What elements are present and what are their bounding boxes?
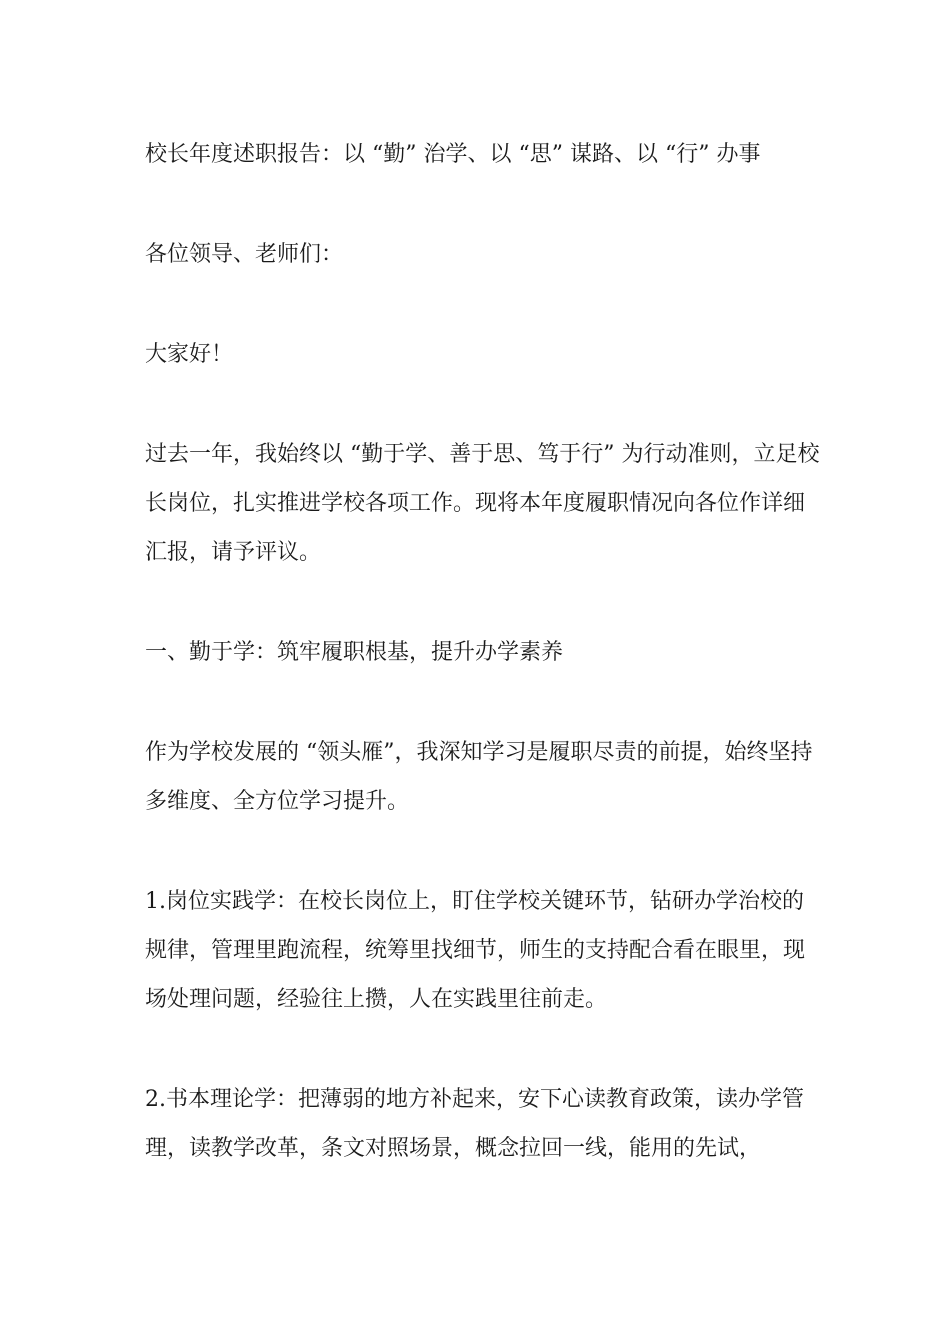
list-item-1: 1.岗位实践学：在校长岗位上，盯住学校关键环节，钻研办学治校的规律，管理里跑流程，统筹里找细节，师生的支持配合看在眼里，现场处理问题，经验往上攒，人在实践里往前走。 [145, 889, 806, 1012]
greeting: 大家好！ [145, 342, 234, 367]
list-item-2: 2.书本理论学：把薄弱的地方补起来，安下心读教育政策，读办学管理，读教学改革，条文对照场景，概念拉回一线，能用的先试， [145, 1087, 804, 1161]
intro-paragraph: 过去一年，我始终以 “勤于学、善于思、笃于行” 为行动准则，立足校长岗位，扎实推进学校各项工作。现将本年度履职情况向各位作详细汇报，请予评议。 [145, 442, 820, 565]
document-body [145, 130, 825, 1224]
document-title: 校长年度述职报告：以 “勤” 治学、以 “思” 谋路、以 “行” 办事 [145, 142, 761, 167]
salutation: 各位领导、老师们： [145, 242, 344, 267]
section-intro-paragraph: 作为学校发展的 “领头雁”，我深知学习是履职尽责的前提，始终坚持多维度、全方位学习提升。 [145, 740, 813, 814]
section-heading: 一、勤于学：筑牢履职根基，提升办学素养 [145, 640, 564, 665]
